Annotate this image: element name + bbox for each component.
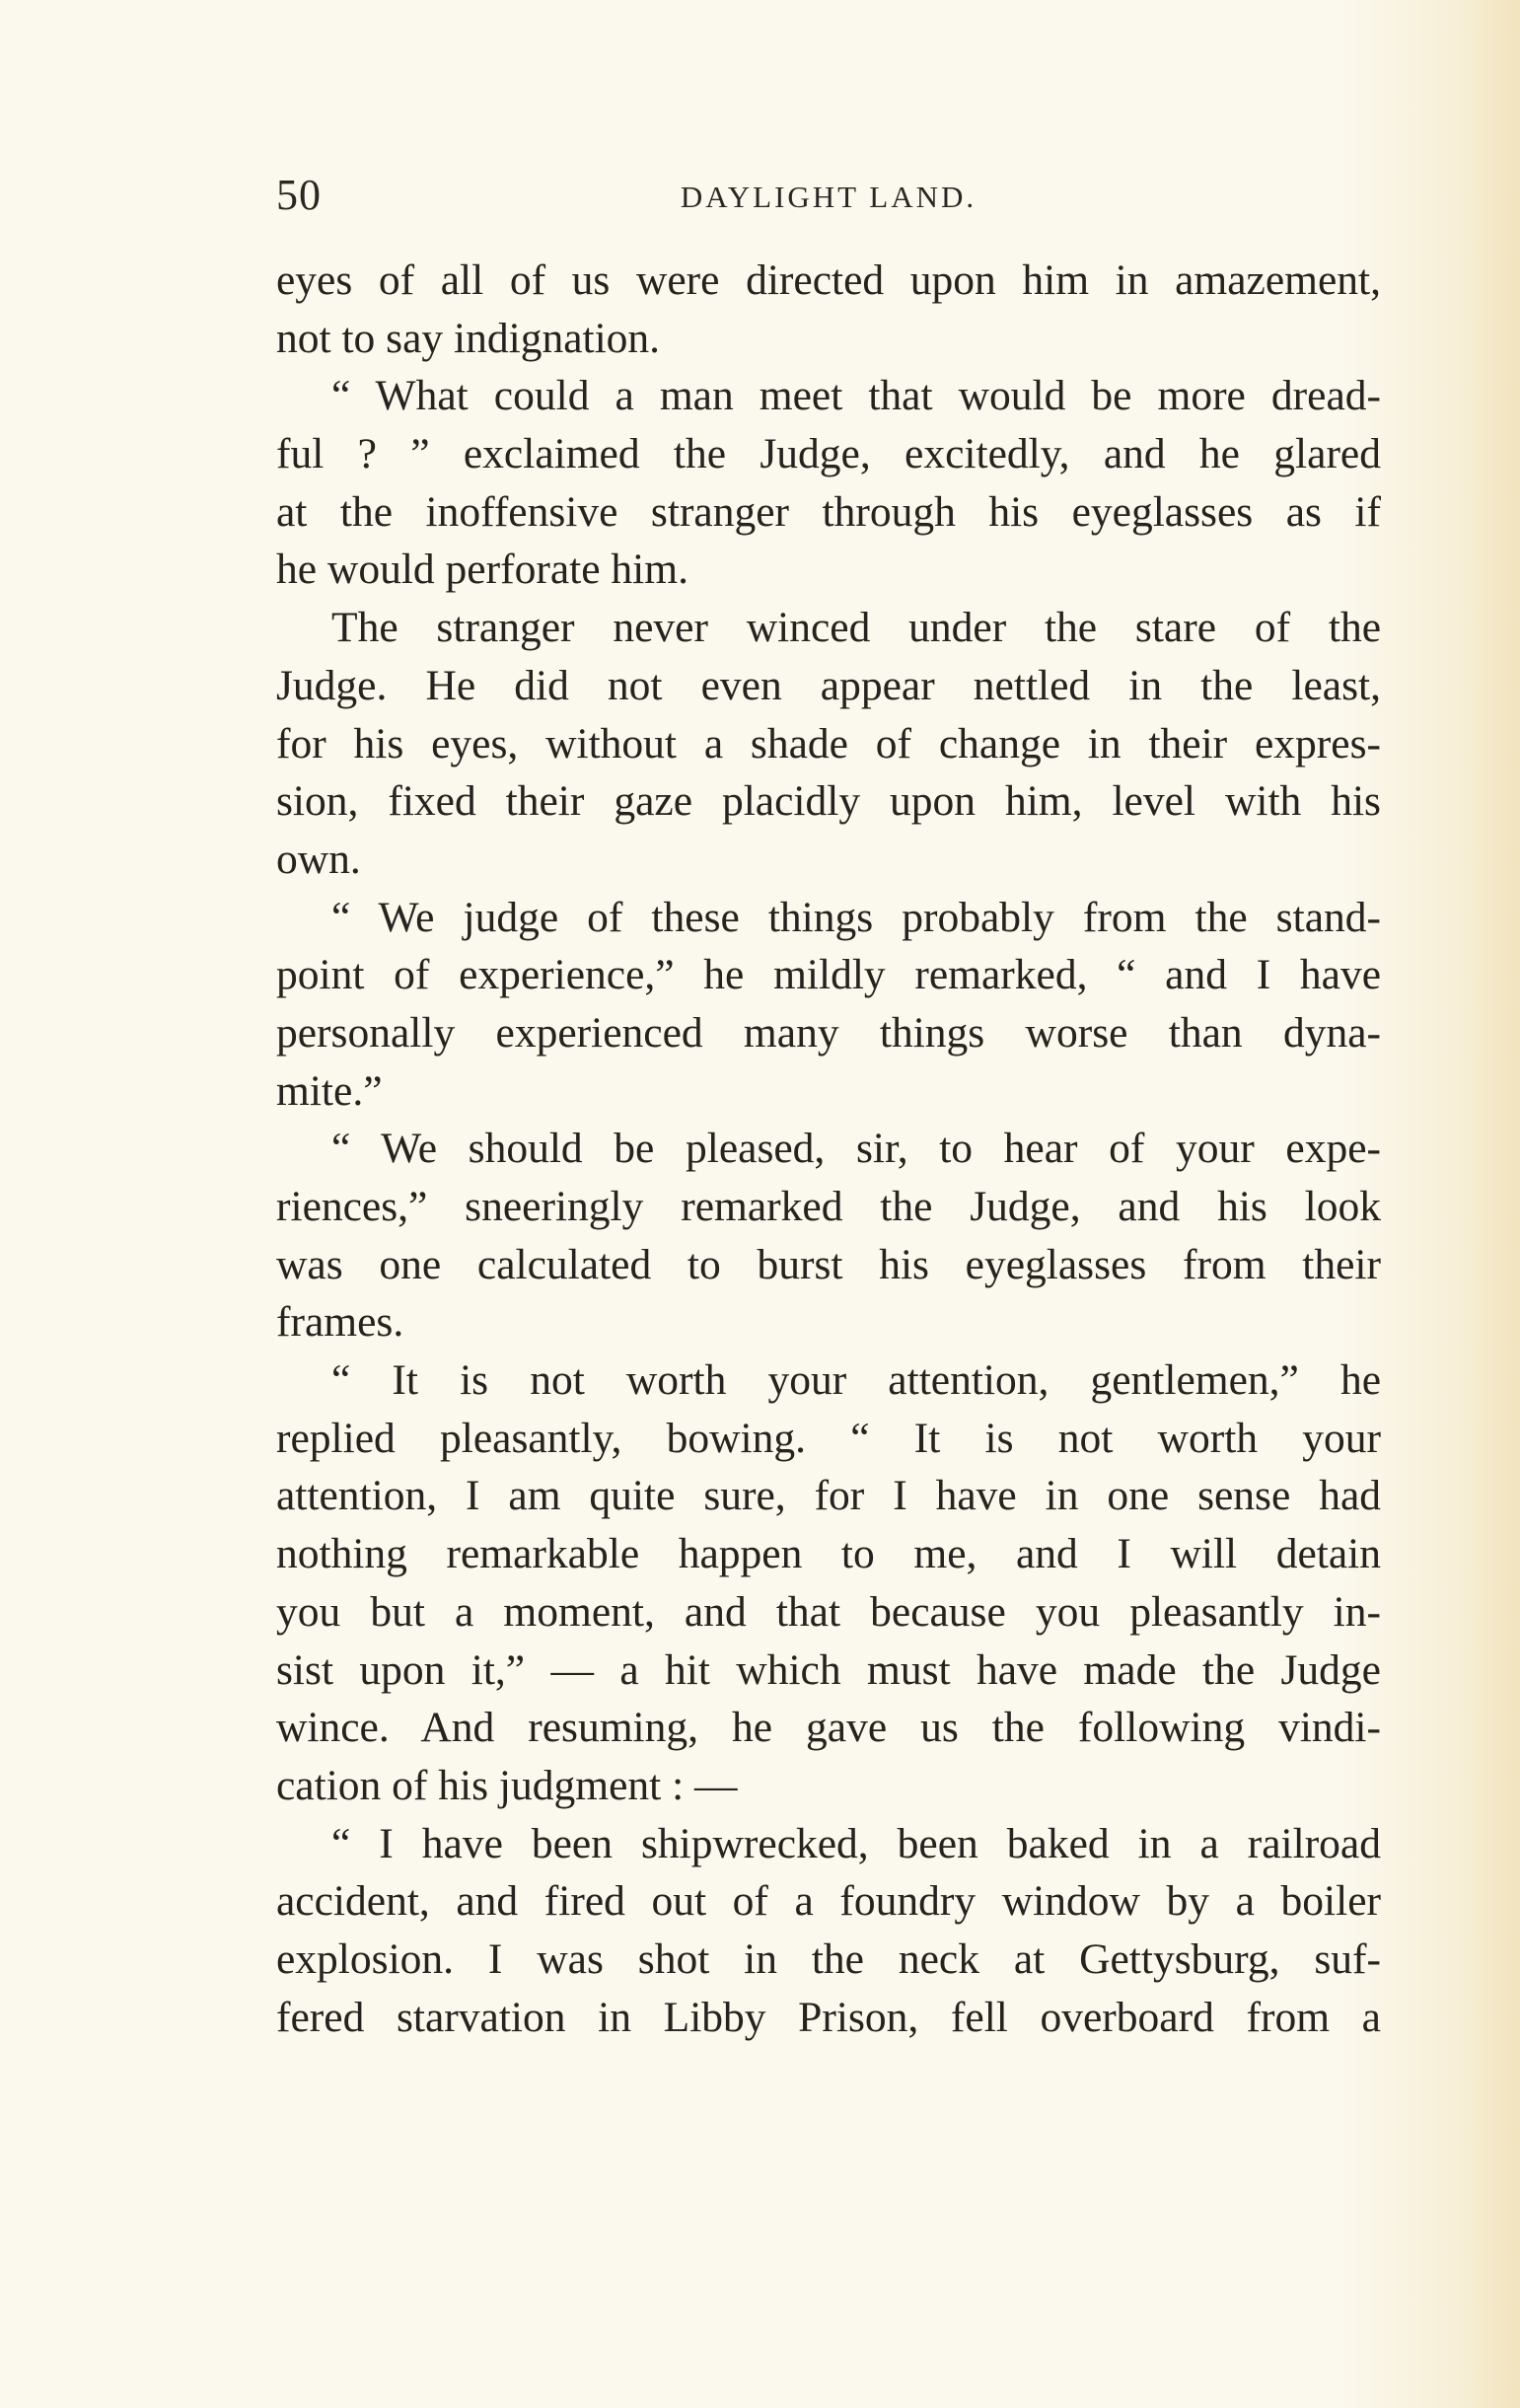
text-line: nothing remarkable happen to me, and I will detain xyxy=(276,1530,1381,1578)
text-line: wince. And resuming, he gave us the following vindi- xyxy=(276,1704,1381,1752)
text-line: own. xyxy=(276,835,361,883)
text-line: replied pleasantly, bowing. “ It is not worth your xyxy=(276,1414,1381,1462)
text-line: riences,” sneeringly remarked the Judge, and his look xyxy=(276,1183,1381,1230)
page-number: 50 xyxy=(276,171,322,219)
text-line: “ It is not worth your attention, gentlemen,” he xyxy=(331,1356,1381,1405)
text-line: fered starvation in Libby Prison, fell overboard from a xyxy=(276,1993,1381,2041)
text-line: sion, fixed their gaze placidly upon him, level with his xyxy=(276,777,1381,826)
text-line: “ I have been shipwrecked, been baked in a railroad xyxy=(331,1819,1381,1867)
text-line: The stranger never winced under the stare of the xyxy=(331,604,1381,652)
text-line: for his eyes, without a shade of change in their expres- xyxy=(276,719,1381,767)
text-line: mite.” xyxy=(276,1066,383,1115)
text-line: cation of his judgment : — xyxy=(276,1761,738,1809)
body-text xyxy=(276,252,1381,2046)
text-line: “ We should be pleased, sir, to hear of your expe- xyxy=(331,1125,1381,1173)
running-title: DAYLIGHT LAND. xyxy=(680,180,977,214)
text-line: “ What could a man meet that would be more dread- xyxy=(331,372,1381,420)
text-line: sist upon it,” — a hit which must have made the Judge xyxy=(276,1645,1381,1694)
text-line: eyes of all of us were directed upon him in amazement, xyxy=(276,256,1381,304)
text-line: not to say indignation. xyxy=(276,314,661,362)
text-line: he would perforate him. xyxy=(276,546,688,594)
page-header xyxy=(276,170,1381,229)
text-line: was one calculated to burst his eyeglasses from their xyxy=(276,1240,1381,1288)
text-line: accident, and fired out of a foundry window by a boiler xyxy=(276,1877,1381,1926)
text-line: at the inoffensive stranger through his eyeglasses as if xyxy=(276,487,1381,536)
text-line: “ We judge of these things probably from the stand- xyxy=(331,893,1381,941)
text-line: ful ? ” exclaimed the Judge, excitedly, and he glared xyxy=(276,430,1381,478)
text-line: personally experienced many things worse than dyna- xyxy=(276,1008,1381,1057)
text-line: frames. xyxy=(276,1298,404,1347)
text-line: explosion. I was shot in the neck at Gettysburg, suf- xyxy=(276,1934,1381,1983)
text-line: point of experience,” he mildly remarked, “ and I have xyxy=(276,951,1381,999)
text-line: you but a moment, and that because you pleasantly in- xyxy=(276,1587,1381,1636)
text-line: Judge. He did not even appear nettled in the least, xyxy=(276,661,1381,709)
text-line: attention, I am quite sure, for I have in one sense had xyxy=(276,1472,1381,1520)
